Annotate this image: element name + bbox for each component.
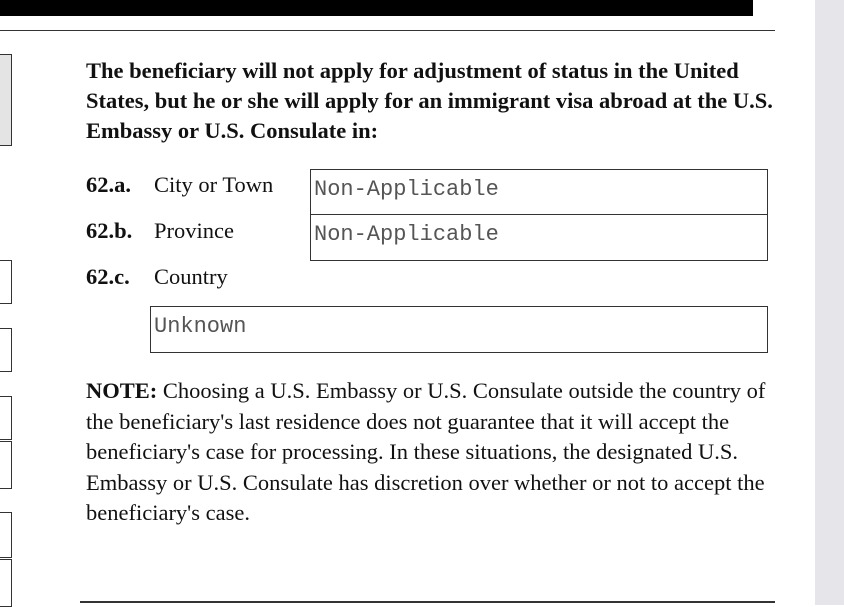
province-label: Province [154,218,234,243]
adjacent-column-field [0,54,12,146]
section-header-bar [0,0,753,16]
country-field[interactable]: Unknown [150,306,768,353]
adjacent-column-field [0,441,12,489]
city-field[interactable]: Non-Applicable [310,169,768,215]
divider-line-bottom [80,601,775,603]
section-heading: The beneficiary will not apply for adjustment of status in the United States, but he or she will apply for an immigrant visa abroad at the U.S. Embassy or U.S. Consulate in: [86,58,773,143]
adjacent-column-field [0,512,12,558]
item-number-62a: 62.a. [86,172,131,197]
item-number-62b: 62.b. [86,218,133,243]
city-label: City or Town [154,172,274,197]
adjacent-column-field [0,260,12,304]
province-field[interactable]: Non-Applicable [310,214,768,261]
note-label: NOTE: [86,378,158,403]
note-text: Choosing a U.S. Embassy or U.S. Consulate outside the country of the beneficiary's last residence does not guarantee that it will accept the beneficiary's case for processing. In these situations, the designated U.S. Embassy or U.S. Consulate has discretion over whether or not to accept the beneficiary's case. [86,378,766,525]
note-paragraph [86,376,766,529]
adjacent-column-field [0,396,12,440]
country-label: Country [154,264,228,289]
adjacent-column-field [0,559,12,607]
divider-line [0,30,775,31]
viewer-scroll-gutter [815,0,844,605]
item-number-62c: 62.c. [86,264,130,289]
adjacent-column-field [0,328,12,372]
